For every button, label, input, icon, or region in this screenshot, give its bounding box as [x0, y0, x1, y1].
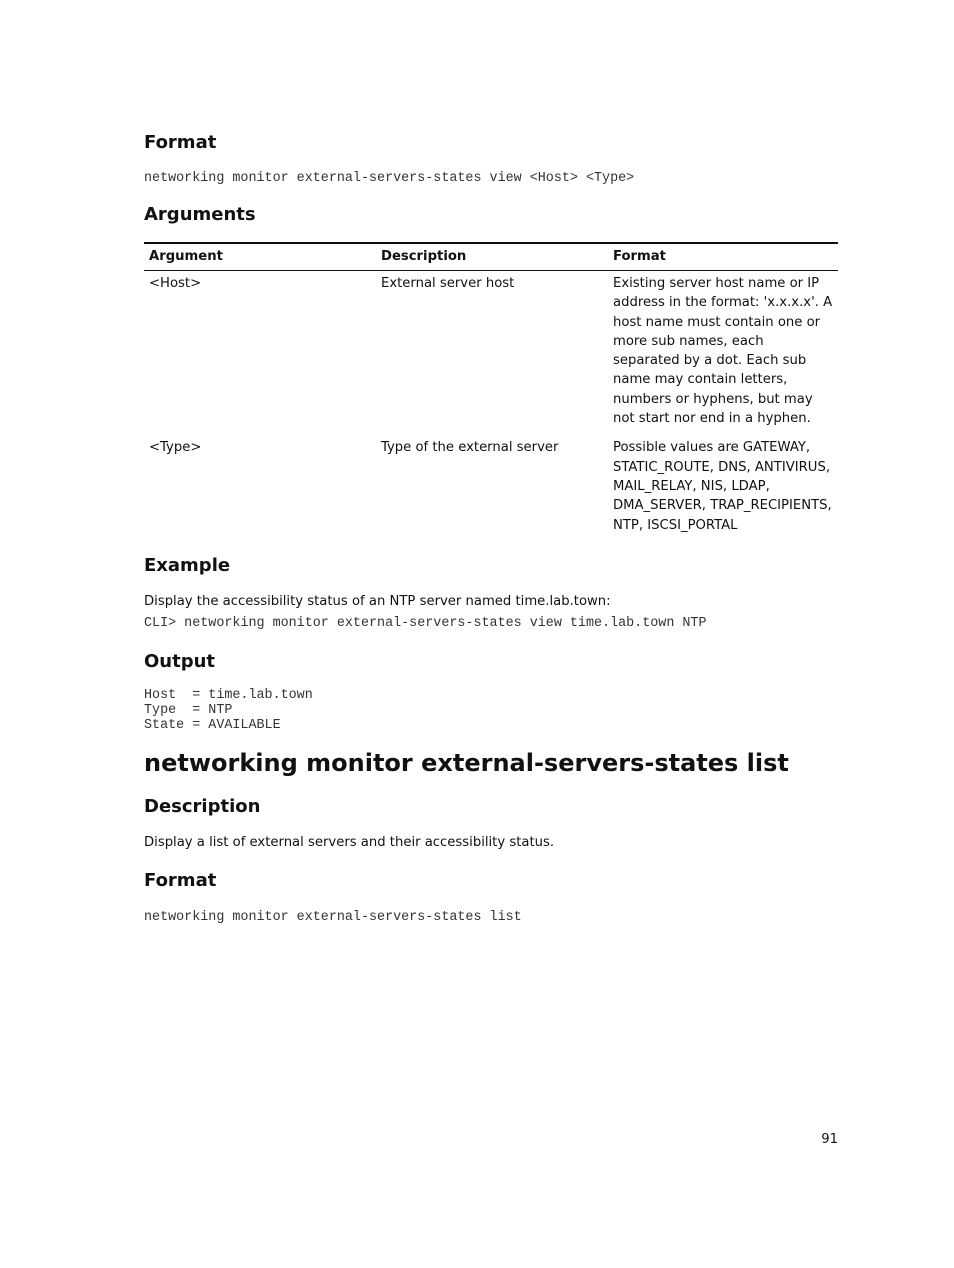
- table-cell-format: Existing server host name or IP address in the format: 'x.x.x.x'. A host name must contain one or more sub names, each separated by a dot. Each sub name may contain letters, numbers or hyphens, but may not start nor end in a hyphen.: [613, 276, 833, 427]
- arguments-table: [144, 242, 838, 535]
- table-header-description: Description: [376, 243, 608, 271]
- description-text: Display a list of external servers and their accessibility status.: [144, 834, 555, 850]
- table-cell-argument: <Host>: [149, 276, 202, 291]
- table-row: [144, 438, 838, 534]
- example-command: CLI> networking monitor external-servers-states view time.lab.town NTP: [144, 615, 707, 631]
- output-block: [144, 688, 838, 733]
- table-header-argument: Argument: [144, 243, 376, 271]
- table-row: [144, 271, 838, 439]
- table-header-row: [144, 243, 838, 271]
- description-heading: Description: [144, 795, 261, 817]
- output-line-state: State = AVAILABLE: [144, 717, 281, 733]
- table-cell-format: Possible values are GATEWAY, STATIC_ROUTE, DNS, ANTIVIRUS, MAIL_RELAY, NIS, LDAP, DMA_SERVER, TRAP_RECIPIENTS, NTP, ISCSI_PORTAL: [613, 440, 832, 533]
- table-cell-argument: <Type>: [149, 440, 202, 456]
- table-cell-description: External server host: [381, 276, 515, 291]
- page-number: 91: [821, 1132, 838, 1147]
- table-header-format: Format: [608, 243, 838, 271]
- table-cell-description: Type of the external server: [381, 440, 559, 456]
- format-heading: Format: [144, 132, 217, 153]
- example-text: Display the accessibility status of an NTP server named time.lab.town:: [144, 593, 611, 609]
- format-command-2: networking monitor external-servers-states list: [144, 909, 522, 925]
- format-heading-2: Format: [144, 869, 217, 891]
- output-heading: Output: [144, 650, 216, 672]
- document-page: [144, 130, 838, 925]
- output-line-host: Host = time.lab.town: [144, 687, 313, 703]
- section-title: networking monitor external-servers-states list: [144, 748, 789, 777]
- arguments-heading: Arguments: [144, 204, 256, 225]
- format-command: networking monitor external-servers-states view <Host> <Type>: [144, 171, 635, 186]
- example-heading: Example: [144, 554, 231, 576]
- output-line-type: Type = NTP: [144, 702, 233, 718]
